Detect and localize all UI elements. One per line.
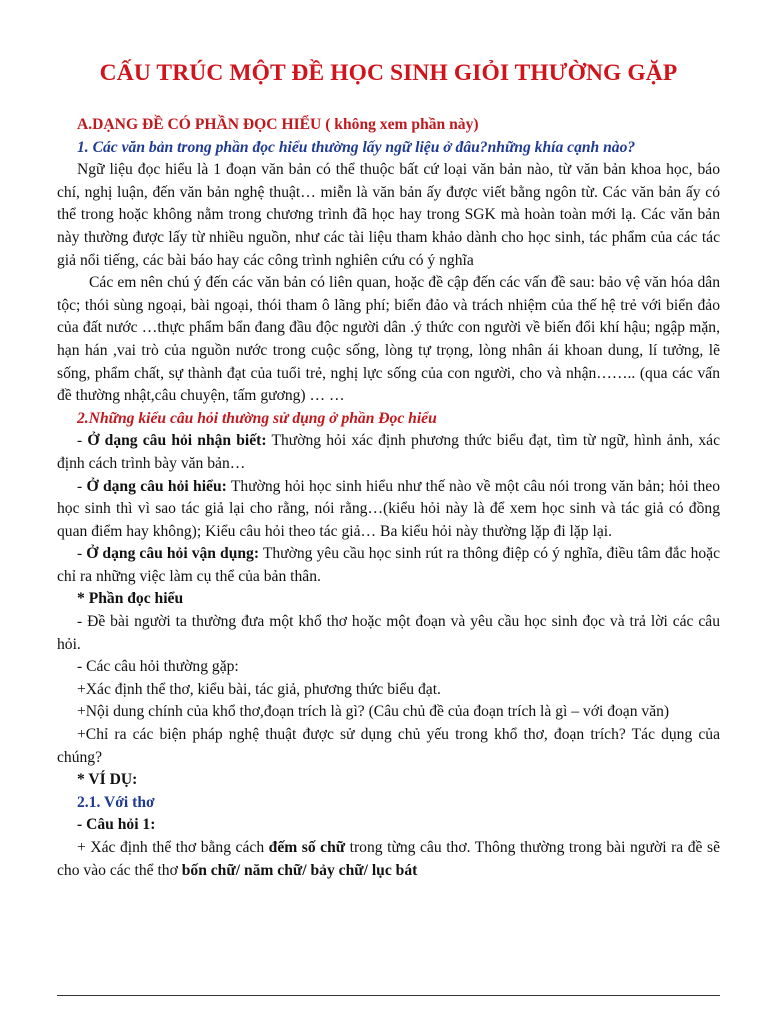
application-label: Ở dạng câu hỏi vận dụng: [86, 545, 260, 563]
question-1-label [57, 814, 720, 837]
recognition-label: Ở dạng câu hỏi nhận biết: [87, 432, 267, 450]
reading-heading-text: * Phần đọc hiểu [77, 590, 184, 608]
paragraph-source-material: Ngữ liệu đọc hiểu là 1 đoạn văn bản có thể thuộc bất cứ loại văn bản nào, từ văn bản khoa học, báo chí, nghị luận, đến văn bản nghệ thuật… miễn là văn bản ấy được viết bằng ngôn từ. Các văn bản ấy có thể trong hoặc không nằm trong chương trình đã học hay trong SGK mà hoàn toàn mới lạ. Các văn bản này thường được lấy từ nhiều nguồn, như các tài liệu tham khảo dành cho học sinh, tác phẩm của các tác giả nổi tiếng, các bài báo hay các công trình nghiên cứu có ý nghĩa [57, 161, 720, 269]
recognition-question-item [57, 430, 720, 475]
item-prefix: - [77, 545, 87, 563]
example-heading [57, 769, 720, 792]
reading-bullet-3: +Chỉ ra các biện pháp nghệ thuật được sử dụng chủ yếu trong khổ thơ, đoạn trích? Tác dụng của chúng? [57, 726, 720, 766]
example-heading-text: * VÍ DỤ: [77, 771, 138, 789]
paragraph-topics: Các em nên chú ý đến các văn bản có liên quan, hoặc đề cập đến các vấn đề sau: bảo vệ văn hóa dân tộc; thói sùng ngoại, bài ngoại, thói tham ô lãng phí; biển đảo và trách nhiệm của thế hệ trẻ với biển đảo của đất nước …thực phẩm bẩn đang đầu độc người dân .ý thức con người về biến đổi khí hậu; ngập mặn, hạn hán ,vai trò của nguồn nước trong cuộc sống, lòng tự trọng, lòng nhân ái khoan dung, lí tưởng, lẽ sống, phẩm chất, sự thành đạt của tuổi trẻ, nghị lực sống của con người, cho và nhận…….. (qua các vấn đề thường nhật,câu chuyện, tấm gương) … … [57, 274, 720, 405]
application-question-item [57, 543, 720, 588]
recognition-text: Thường hỏi xác định phương thức biểu đạt, tìm từ ngữ, hình ảnh, xác định cách trình bày văn bản… [57, 432, 720, 472]
poem-form-text-1: + Xác định thể thơ bằng cách [77, 839, 269, 856]
reading-bullet-2: +Nội dung chính của khổ thơ,đoạn trích là gì? (Câu chủ đề của đoạn trích là gì – với đoạn văn) [77, 703, 670, 721]
section-a-heading: A.DẠNG ĐỀ CÓ PHẦN ĐỌC HIỂU ( không xem phần này) [77, 116, 479, 133]
question-2-heading: 2.Những kiểu câu hỏi thường sử dụng ở phần Đọc hiểu [77, 409, 437, 427]
reading-bullet-1: +Xác định thể thơ, kiểu bài, tác giả, phương thức biểu đạt. [77, 680, 441, 698]
item-prefix: - [77, 432, 88, 450]
poem-form-bold-1: đếm số chữ [268, 839, 346, 856]
question-1-label-text: - Câu hỏi 1: [77, 816, 156, 834]
understanding-text: Thường hỏi học sinh hiểu như thế nào về một câu nói trong văn bản; hỏi theo học sinh thì vì sao tác giả lại cho rằng, nói rằng…(kiểu hỏi này là để xem học sinh và tác giả có đồng quan điểm hay không); Kiểu câu hỏi theo tác giả… Ba kiểu hỏi này thường lặp đi lặp lại. [57, 477, 720, 540]
reading-paragraph-2: - Các câu hỏi thường gặp: [77, 658, 239, 676]
poem-heading: 2.1. Với thơ [77, 793, 155, 811]
reading-paragraph-1: - Đề bài người ta thường đưa một khổ thơ hoặc một đoạn và yêu cầu học sinh đọc và trả lời các câu hỏi. [57, 613, 720, 653]
item-prefix: - [77, 477, 87, 495]
question-1-heading: 1. Các văn bản trong phần đọc hiểu thường lấy ngữ liệu ở đâu?những khía cạnh nào? [77, 138, 636, 156]
poem-form-text-2: trong từng câu thơ. Thông thường trong bài người ra đề sẽ cho vào các thể thơ [57, 839, 720, 879]
understanding-question-item [57, 476, 720, 544]
application-text: Thường yêu cầu học sinh rút ra thông điệp có ý nghĩa, điều tâm đắc hoặc chỉ ra những việc làm cụ thể của bản thân. [57, 545, 721, 585]
poem-form-bold-2: bốn chữ/ năm chữ/ bảy chữ/ lục bát [181, 861, 418, 879]
document-page [57, 58, 720, 882]
footer-divider [57, 995, 720, 996]
page-title: CẤU TRÚC MỘT ĐỀ HỌC SINH GIỎI THƯỜNG GẶP [99, 60, 678, 86]
reading-heading [57, 588, 720, 611]
poem-form-paragraph [57, 837, 720, 882]
understanding-label: Ở dạng câu hỏi hiểu: [86, 477, 227, 495]
